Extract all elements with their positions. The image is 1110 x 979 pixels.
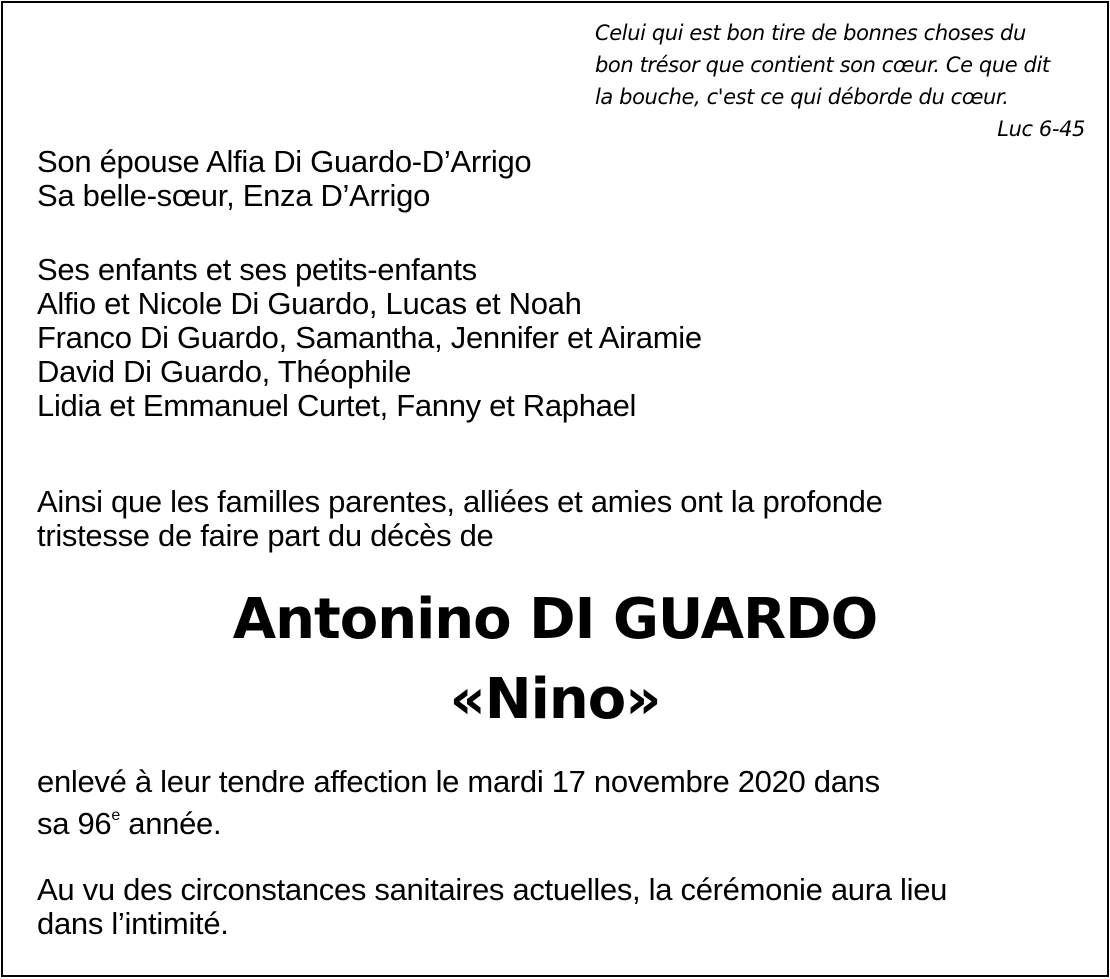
epigraph-quote xyxy=(595,17,1085,145)
announcement-line: Ainsi que les familles parentes, alliées et amies ont la profonde xyxy=(37,484,883,519)
age-superscript: e xyxy=(111,807,120,824)
death-line: enlevé à leur tendre affection le mardi 17 novembre 2020 dans xyxy=(37,764,880,799)
deceased-name: Antonino DI GUARDO xyxy=(232,587,878,652)
epigraph-line: Celui qui est bon tire de bonnes choses du xyxy=(595,21,1026,45)
deceased-nickname: «Nino» xyxy=(449,667,661,732)
family-line: Sa belle-sœur, Enza D’Arrigo xyxy=(37,178,431,213)
ceremony-line: Au vu des circonstances sanitaires actuelles, la cérémonie aura lieu xyxy=(37,872,948,907)
age-line xyxy=(37,799,1077,841)
announcement-section xyxy=(37,485,1077,553)
children-section xyxy=(37,253,1077,423)
epigraph-reference: Luc 6-45 xyxy=(997,117,1085,141)
epigraph-line: la bouche, c'est ce qui déborde du cœur. xyxy=(595,85,1009,109)
family-line: Son épouse Alfia Di Guardo-D’Arrigo xyxy=(37,144,532,179)
age-suffix: année. xyxy=(119,806,222,841)
death-details xyxy=(37,765,1077,841)
epigraph-line: bon trésor que contient son cœur. Ce que dit xyxy=(595,53,1050,77)
ceremony-notice xyxy=(37,873,1077,941)
family-line: David Di Guardo, Théophile xyxy=(37,354,412,389)
ceremony-line: dans l’intimité. xyxy=(37,906,229,941)
family-line: Alfio et Nicole Di Guardo, Lucas et Noah xyxy=(37,286,582,321)
family-line: Lidia et Emmanuel Curtet, Fanny et Raphael xyxy=(37,388,637,423)
family-line: Ses enfants et ses petits-enfants xyxy=(37,252,477,287)
spouse-section xyxy=(37,145,1077,213)
family-line: Franco Di Guardo, Samantha, Jennifer et Airamie xyxy=(37,320,702,355)
announcement-line: tristesse de faire part du décès de xyxy=(37,518,494,553)
obituary-notice xyxy=(1,1,1109,977)
age-prefix: sa 96 xyxy=(37,806,112,841)
